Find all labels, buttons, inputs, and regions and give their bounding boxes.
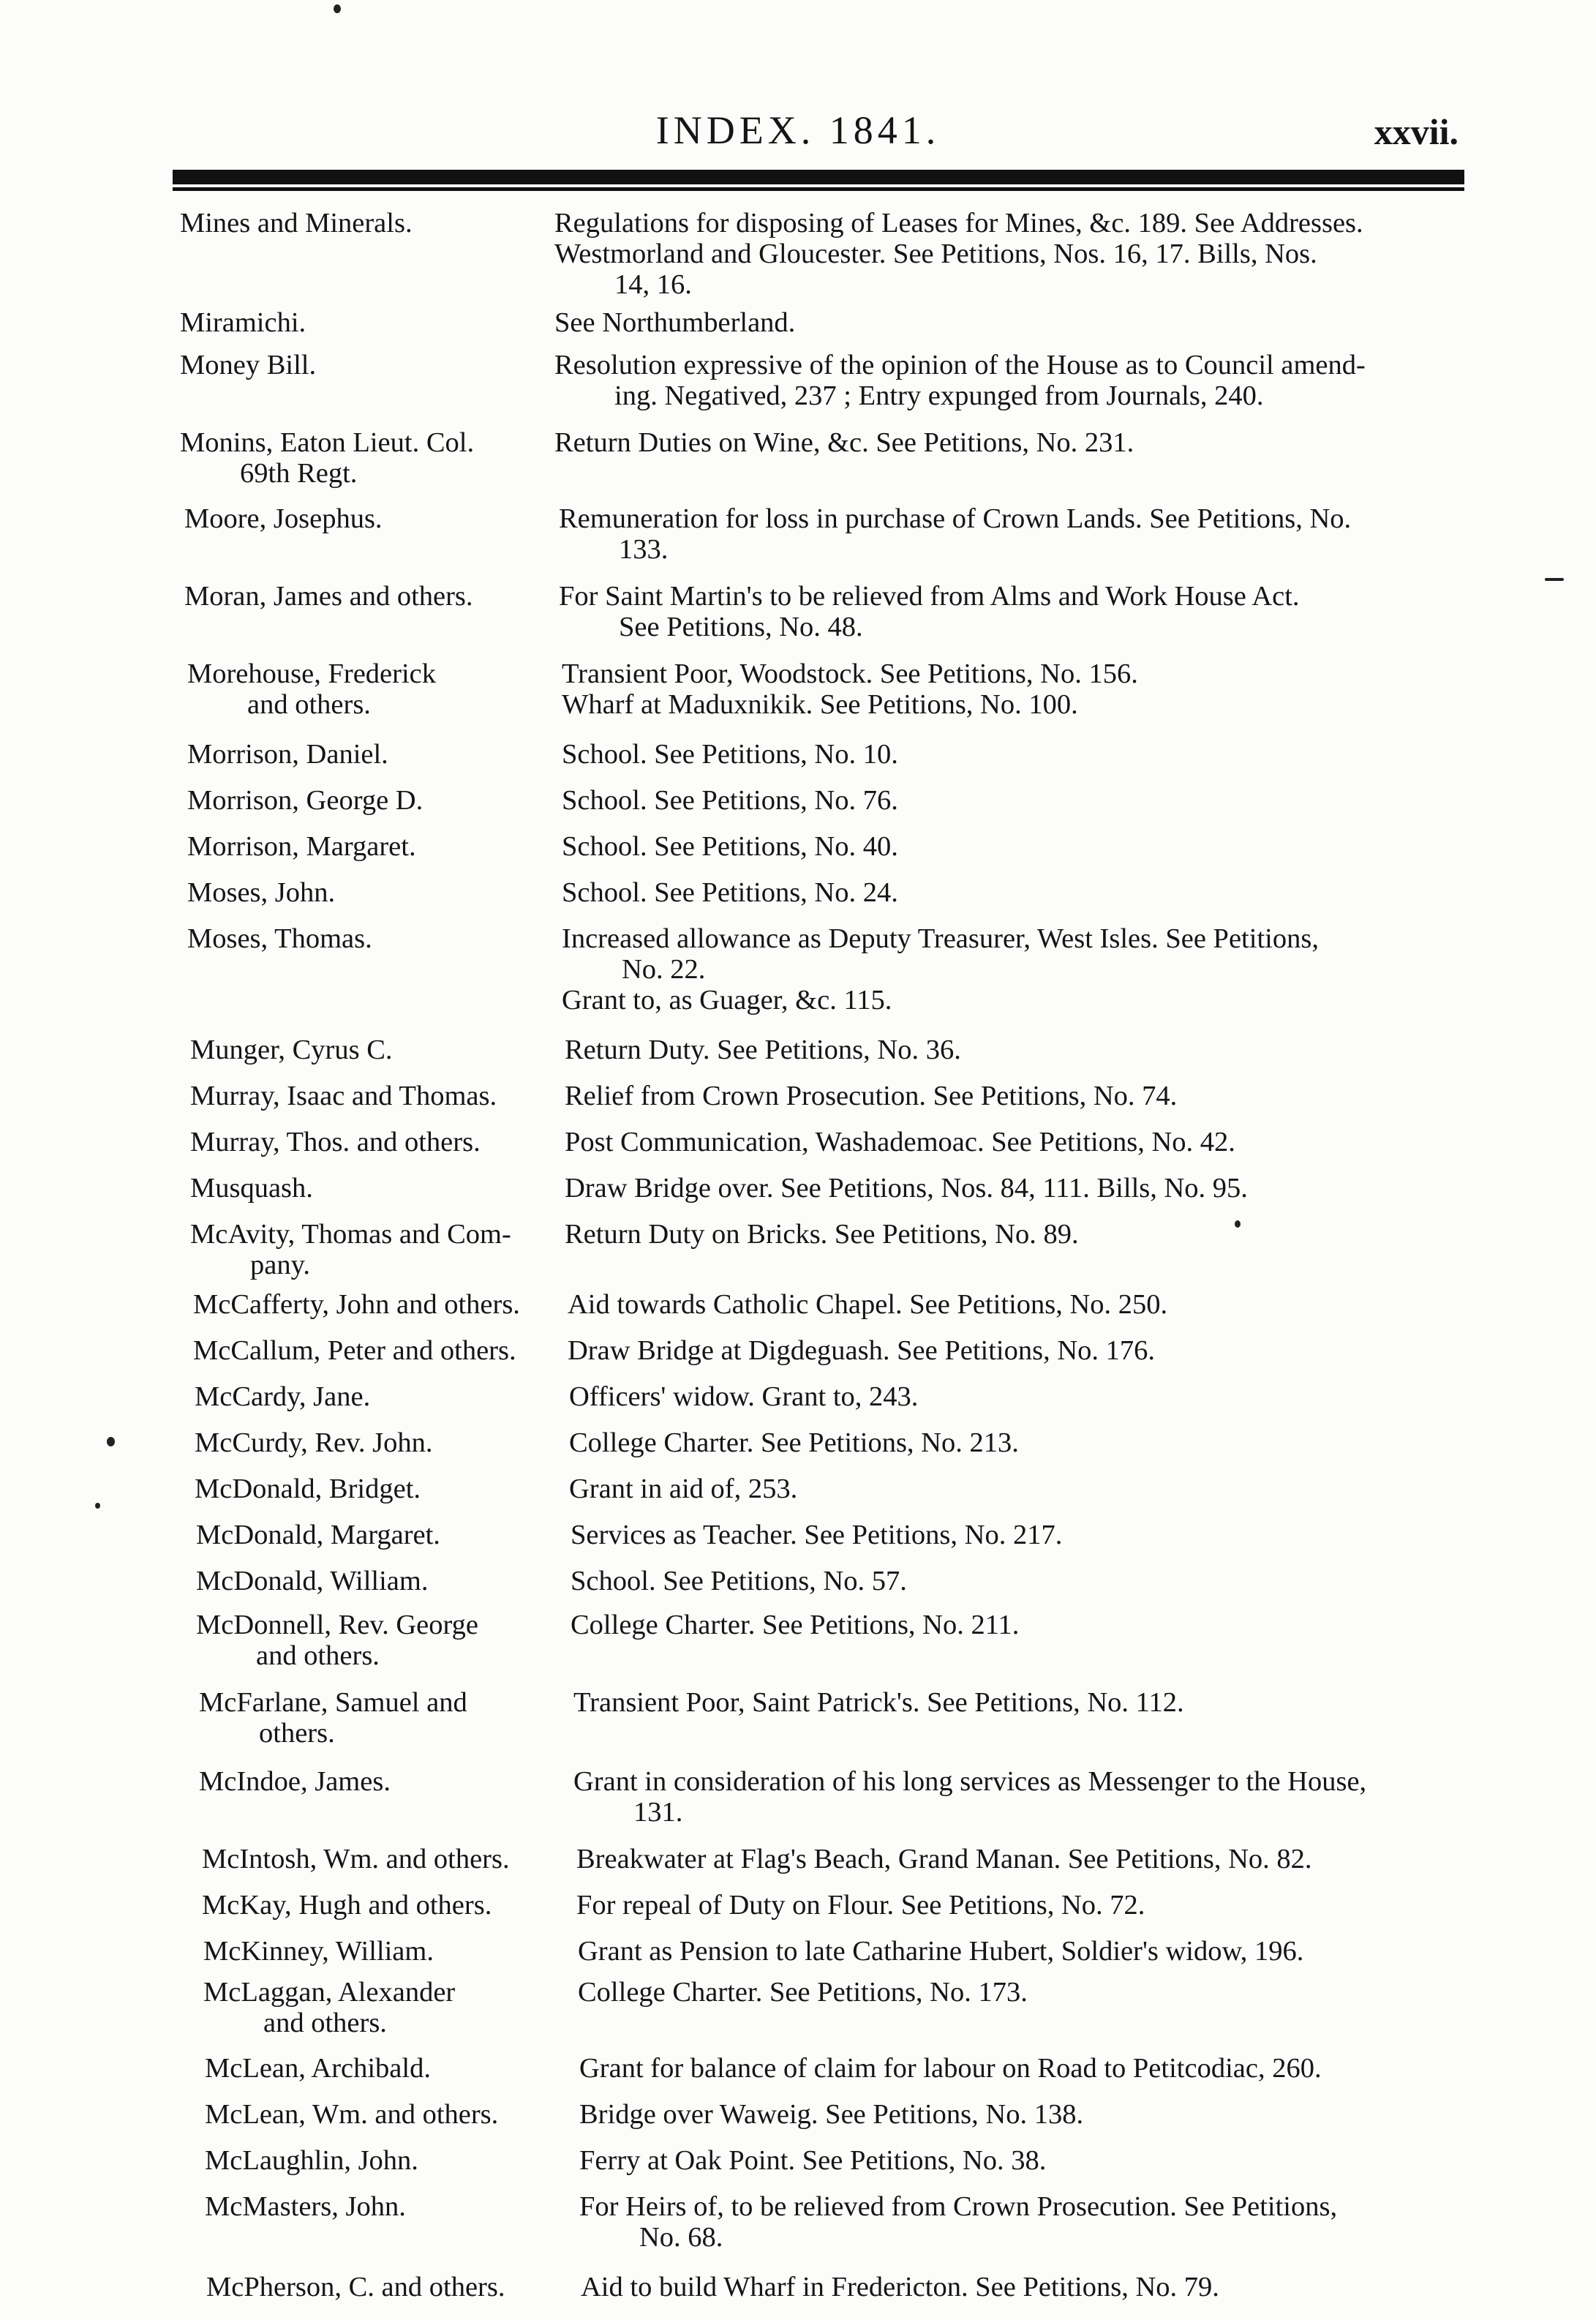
entry-description-line: College Charter. See Petitions, No. 211. [571, 1610, 1020, 1640]
margin-speck [107, 1437, 115, 1446]
entry-description [562, 739, 1478, 770]
entry-description-line: 133. [619, 534, 669, 565]
entry-description-line: For Saint Martin's to be relieved from Alms and Work House Act. [559, 581, 1300, 612]
entry-description-line: Resolution expressive of the opinion of the House as to Council amend- [554, 350, 1366, 380]
entry-description [559, 581, 1475, 642]
entry-description-line: Aid to build Wharf in Fredericton. See Petitions, No. 79. [581, 2272, 1219, 2302]
entry-description [579, 2145, 1495, 2176]
entry-description [569, 1381, 1485, 1412]
entry-name-line: McKay, Hugh and others. [202, 1890, 492, 1921]
entry-name [193, 1289, 559, 1320]
entry-description [562, 877, 1478, 908]
entry-description-line: School. See Petitions, No. 76. [562, 785, 898, 816]
entry-name-line: Murray, Isaac and Thomas. [190, 1081, 497, 1111]
entry-description-line: College Charter. See Petitions, No. 213. [569, 1427, 1019, 1458]
entry-name-line: Moses, Thomas. [187, 923, 372, 954]
entry-description [578, 1936, 1494, 1967]
entry-description-line: See Petitions, No. 48. [619, 612, 863, 642]
entry-description-line: Grant in aid of, 253. [569, 1474, 798, 1504]
entry-description [569, 1474, 1485, 1504]
entry-description [568, 1289, 1483, 1320]
entry-name-line: McLean, Archibald. [205, 2053, 431, 2084]
entry-name [203, 1936, 569, 1967]
entry-name [187, 739, 553, 770]
entry-name [195, 1381, 560, 1412]
entry-name [180, 307, 546, 338]
entry-name-line: Murray, Thos. and others. [190, 1127, 481, 1157]
entry-name [195, 1427, 560, 1458]
entry-name [190, 1081, 556, 1111]
header-rule-thin [173, 187, 1464, 191]
header-rule-thick [173, 170, 1464, 184]
entry-description [571, 1566, 1486, 1596]
margin-mark [1545, 578, 1564, 581]
entry-name [195, 1474, 560, 1504]
entry-name [193, 1335, 559, 1366]
entry-description-line: Wharf at Maduxnikik. See Petitions, No. 100. [562, 689, 1078, 720]
entry-description [569, 1427, 1485, 1458]
entry-name-line: pany. [250, 1250, 310, 1280]
entry-name [190, 1219, 556, 1280]
entry-description [562, 923, 1478, 1016]
entry-name [184, 581, 550, 612]
entry-description-line: School. See Petitions, No. 40. [562, 831, 898, 862]
entry-description-line: ing. Negatived, 237 ; Entry expunged from Journals, 240. [614, 380, 1264, 411]
entry-description-line: Ferry at Oak Point. See Petitions, No. 38. [579, 2145, 1047, 2176]
entry-description-line: School. See Petitions, No. 24. [562, 877, 898, 908]
entry-name-line: McDonald, William. [196, 1566, 429, 1596]
page-number: xxvii. [1374, 111, 1458, 152]
entry-name [184, 503, 550, 534]
entry-description-line: Grant in consideration of his long services as Messenger to the House, [573, 1766, 1367, 1797]
entry-name [205, 2145, 571, 2176]
entry-description [559, 503, 1475, 565]
entry-name-line: McCardy, Jane. [195, 1381, 371, 1412]
entry-name-line: McDonald, Bridget. [195, 1474, 421, 1504]
entry-name-line: Moses, John. [187, 877, 336, 908]
entry-description-line: Grant to, as Guager, &c. 115. [562, 985, 892, 1016]
entry-description-line: Bridge over Waweig. See Petitions, No. 138. [579, 2099, 1084, 2130]
entry-description [576, 1890, 1492, 1921]
entry-description-line: Draw Bridge over. See Petitions, Nos. 84, 111. Bills, No. 95. [565, 1173, 1248, 1204]
entry-name-line: 69th Regt. [240, 458, 358, 489]
entry-name-line: others. [259, 1718, 335, 1749]
entry-name-line: McDonald, Margaret. [196, 1520, 440, 1550]
entry-description [578, 1977, 1494, 2008]
entry-name-line: and others. [263, 2008, 387, 2038]
entry-description-line: School. See Petitions, No. 10. [562, 739, 898, 770]
entry-description-line: School. See Petitions, No. 57. [571, 1566, 907, 1596]
entry-name [196, 1520, 562, 1550]
entry-name-line: Musquash. [190, 1173, 313, 1204]
entry-name-line: McIntosh, Wm. and others. [202, 1844, 510, 1874]
entry-description-line: College Charter. See Petitions, No. 173. [578, 1977, 1028, 2008]
entry-description [576, 1844, 1492, 1874]
margin-speck [95, 1503, 100, 1509]
entry-description-line: Westmorland and Gloucester. See Petitions, Nos. 16, 17. Bills, Nos. [554, 239, 1317, 269]
entry-name-line: Morrison, George D. [187, 785, 424, 816]
entry-name-line: Monins, Eaton Lieut. Col. [180, 427, 475, 458]
entry-description-line: Aid towards Catholic Chapel. See Petitions, No. 250. [568, 1289, 1168, 1320]
entry-name [202, 1890, 568, 1921]
entry-name-line: McAvity, Thomas and Com- [190, 1219, 511, 1250]
entry-description-line: Post Communication, Washademoac. See Petitions, No. 42. [565, 1127, 1235, 1157]
entry-name [180, 208, 546, 239]
entry-name-line: McLean, Wm. and others. [205, 2099, 499, 2130]
entry-description [562, 658, 1478, 720]
entry-name [187, 831, 553, 862]
entry-name-line: McIndoe, James. [199, 1766, 391, 1797]
entry-name [206, 2272, 572, 2302]
entry-description [565, 1173, 1480, 1204]
entry-name [196, 1610, 562, 1671]
entry-name-line: Moore, Josephus. [184, 503, 383, 534]
entry-description-line: 14, 16. [614, 269, 692, 300]
entry-description [554, 427, 1470, 458]
entry-description [573, 1766, 1489, 1828]
entry-name [187, 877, 553, 908]
page-title: INDEX. 1841. [655, 108, 941, 152]
entry-description [571, 1520, 1486, 1550]
entry-description-line: Services as Teacher. See Petitions, No. 217. [571, 1520, 1063, 1550]
entry-name-line: Money Bill. [180, 350, 317, 380]
entry-description-line: Draw Bridge at Digdeguash. See Petitions, No. 176. [568, 1335, 1156, 1366]
entry-name [199, 1766, 565, 1797]
entry-name-line: McKinney, William. [203, 1936, 434, 1967]
entry-description-line: 131. [633, 1797, 683, 1828]
entry-name-line: McDonnell, Rev. George [196, 1610, 478, 1640]
entry-description-line: Return Duty on Bricks. See Petitions, No. 89. [565, 1219, 1079, 1250]
entry-name-line: Miramichi. [180, 307, 306, 338]
entry-name [190, 1127, 556, 1157]
entry-description [581, 2272, 1497, 2302]
entry-description [554, 208, 1470, 300]
entry-name-line: McCurdy, Rev. John. [195, 1427, 433, 1458]
entry-description-line: Grant for balance of claim for labour on Road to Petitcodiac, 260. [579, 2053, 1322, 2084]
entry-description-line: Transient Poor, Woodstock. See Petitions, No. 156. [562, 658, 1138, 689]
entry-description-line: Regulations for disposing of Leases for Mines, &c. 189. See Addresses. [554, 208, 1363, 239]
entry-description-line: Remuneration for loss in purchase of Crown Lands. See Petitions, No. [559, 503, 1352, 534]
entry-description [579, 2191, 1495, 2253]
entry-name-line: McMasters, John. [205, 2191, 406, 2222]
entry-description-line: Return Duty. See Petitions, No. 36. [565, 1035, 961, 1065]
entry-name-line: Moran, James and others. [184, 581, 473, 612]
entry-name [203, 1977, 569, 2038]
entry-description [565, 1127, 1480, 1157]
entry-name-line: Mines and Minerals. [180, 208, 413, 239]
entry-description [554, 307, 1470, 338]
entry-name [190, 1035, 556, 1065]
entry-description [579, 2099, 1495, 2130]
entry-name [205, 2191, 571, 2222]
entry-name-line: Morehouse, Frederick [187, 658, 436, 689]
entry-name [187, 923, 553, 954]
entry-description-line: No. 68. [639, 2222, 723, 2253]
entry-name [199, 1687, 565, 1749]
entry-description [562, 785, 1478, 816]
entry-description-line: Transient Poor, Saint Patrick's. See Petitions, No. 112. [573, 1687, 1184, 1718]
entry-name-line: and others. [247, 689, 371, 720]
entry-name [187, 658, 553, 720]
entry-name-line: McLaughlin, John. [205, 2145, 418, 2176]
print-speck [334, 4, 341, 13]
entry-description-line: Return Duties on Wine, &c. See Petitions, No. 231. [554, 427, 1134, 458]
entry-description [565, 1219, 1480, 1250]
entry-description-line: Breakwater at Flag's Beach, Grand Manan. See Petitions, No. 82. [576, 1844, 1312, 1874]
entry-description-line: See Northumberland. [554, 307, 796, 338]
entry-name-line: Munger, Cyrus C. [190, 1035, 393, 1065]
entry-name-line: McCallum, Peter and others. [193, 1335, 516, 1366]
entry-description [565, 1035, 1480, 1065]
entry-name-line: and others. [256, 1640, 380, 1671]
entry-description [571, 1610, 1486, 1640]
entry-name [187, 785, 553, 816]
entry-name [180, 350, 546, 380]
entry-name [205, 2099, 571, 2130]
entry-description [579, 2053, 1495, 2084]
entry-name [202, 1844, 568, 1874]
entry-name-line: Morrison, Margaret. [187, 831, 416, 862]
entry-name [196, 1566, 562, 1596]
entry-name-line: McFarlane, Samuel and [199, 1687, 467, 1718]
entry-name-line: McLaggan, Alexander [203, 1977, 456, 2008]
print-speck [1235, 1220, 1241, 1228]
entry-description-line: Increased allowance as Deputy Treasurer, West Isles. See Petitions, [562, 923, 1319, 954]
entry-name-line: Morrison, Daniel. [187, 739, 388, 770]
entry-name-line: McCafferty, John and others. [193, 1289, 520, 1320]
entry-description-line: Grant as Pension to late Catharine Hubert, Soldier's widow, 196. [578, 1936, 1304, 1967]
entry-description [562, 831, 1478, 862]
entry-description-line: Officers' widow. Grant to, 243. [569, 1381, 919, 1412]
entry-description [554, 350, 1470, 411]
entry-description-line: No. 22. [622, 954, 706, 985]
entry-name [180, 427, 546, 489]
entry-name-line: McPherson, C. and others. [206, 2272, 505, 2302]
entry-description [565, 1081, 1480, 1111]
entry-description [573, 1687, 1489, 1718]
entry-name [190, 1173, 556, 1204]
entry-name [205, 2053, 571, 2084]
entry-description-line: For Heirs of, to be relieved from Crown Prosecution. See Petitions, [579, 2191, 1338, 2222]
entry-description [568, 1335, 1483, 1366]
entry-description-line: For repeal of Duty on Flour. See Petitions, No. 72. [576, 1890, 1145, 1921]
entry-description-line: Relief from Crown Prosecution. See Petitions, No. 74. [565, 1081, 1178, 1111]
